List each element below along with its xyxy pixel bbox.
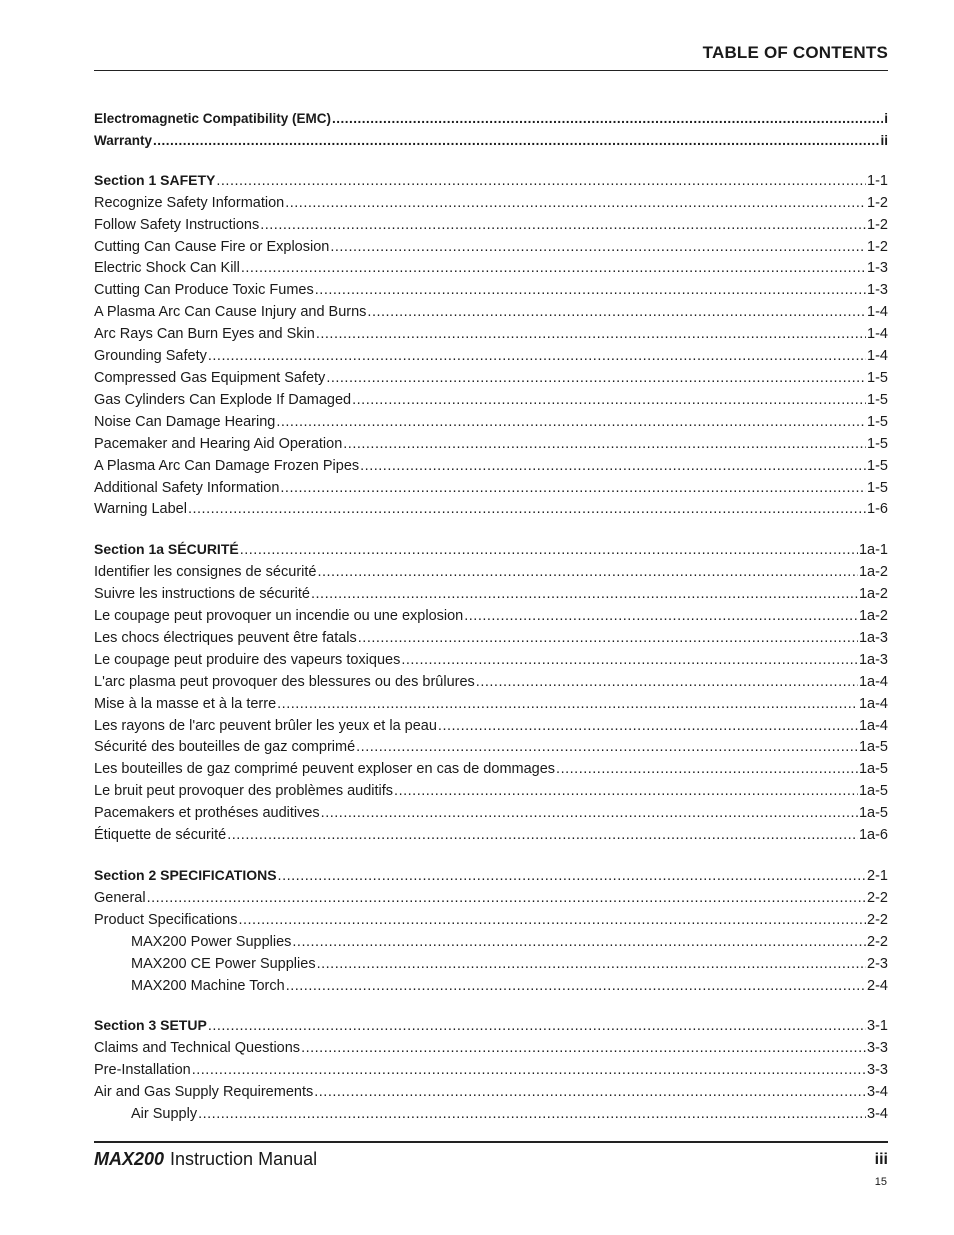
footer-brand: MAX200 bbox=[94, 1149, 165, 1169]
toc-entry-title: Gas Cylinders Can Explode If Damaged bbox=[94, 391, 352, 408]
dot-leader bbox=[277, 694, 858, 716]
toc-entry[interactable] bbox=[94, 562, 888, 584]
toc-entry-title: A Plasma Arc Can Cause Injury and Burns bbox=[94, 304, 367, 321]
toc-entry-title: Les chocs électriques peuvent être fatals bbox=[94, 629, 357, 646]
toc-entry[interactable] bbox=[94, 1082, 888, 1104]
dot-leader bbox=[198, 1104, 866, 1126]
dot-leader bbox=[147, 888, 866, 910]
dot-leader bbox=[260, 215, 866, 237]
toc-entry-title: Suivre les instructions de sécurité bbox=[94, 586, 310, 603]
section-spacer bbox=[94, 997, 888, 1015]
toc-entry-title: Identifier les consignes de sécurité bbox=[94, 564, 317, 581]
toc-sections bbox=[94, 152, 888, 1126]
toc-entry-page: 1-4 bbox=[867, 348, 888, 365]
toc-entry-page: 3-4 bbox=[867, 1106, 888, 1123]
toc-entry-title: MAX200 Machine Torch bbox=[131, 977, 285, 994]
toc-entry[interactable] bbox=[94, 346, 888, 368]
toc-entry-page: 1a-2 bbox=[858, 564, 888, 581]
toc-entry-page: 1-5 bbox=[867, 457, 888, 474]
toc-entry-page: 1-2 bbox=[867, 194, 888, 211]
toc-entry-title: Product Specifications bbox=[94, 911, 238, 928]
dot-leader bbox=[192, 1060, 866, 1082]
dot-leader bbox=[301, 1038, 866, 1060]
toc-entry-page: 1-2 bbox=[867, 238, 888, 255]
toc-entry[interactable] bbox=[94, 976, 888, 998]
toc-entry-page: 2-4 bbox=[867, 977, 888, 994]
dot-leader bbox=[332, 108, 883, 130]
toc-entry-page: 1a-4 bbox=[858, 673, 888, 690]
toc-entry[interactable] bbox=[94, 434, 888, 456]
toc-entry-title: Cutting Can Produce Toxic Fumes bbox=[94, 282, 314, 299]
footer-manual-title bbox=[94, 1149, 317, 1170]
toc-entry-page: 1a-4 bbox=[858, 717, 888, 734]
toc-entry-page: 1-1 bbox=[867, 172, 888, 189]
toc-entry-page: 1-5 bbox=[867, 435, 888, 452]
toc-entry-page: 1-4 bbox=[867, 304, 888, 321]
toc-entry[interactable] bbox=[94, 716, 888, 738]
toc-entry-title: Grounding Safety bbox=[94, 348, 207, 365]
dot-leader bbox=[315, 280, 866, 302]
dot-leader bbox=[358, 628, 858, 650]
toc-entry-title: Electric Shock Can Kill bbox=[94, 260, 240, 277]
toc-entry-title: Les bouteilles de gaz comprimé peuvent exploser en cas de dommages bbox=[94, 761, 556, 778]
toc-section-heading[interactable] bbox=[94, 1015, 888, 1038]
dot-leader bbox=[476, 672, 858, 694]
toc-entry[interactable] bbox=[94, 584, 888, 606]
dot-leader bbox=[240, 540, 858, 562]
toc-entry-title: Compressed Gas Equipment Safety bbox=[94, 369, 326, 386]
toc-entry-title: Recognize Safety Information bbox=[94, 194, 285, 211]
toc-entry-page: 2-3 bbox=[867, 955, 888, 972]
dot-leader bbox=[238, 910, 866, 932]
toc-entry-page: 1-3 bbox=[867, 260, 888, 277]
section-spacer bbox=[94, 521, 888, 539]
toc-entry-page: 3-3 bbox=[867, 1062, 888, 1079]
dot-leader bbox=[438, 716, 858, 738]
toc-entry-title: General bbox=[94, 889, 146, 906]
toc-entry-title: Pre-Installation bbox=[94, 1062, 191, 1079]
section-spacer bbox=[94, 847, 888, 865]
toc-entry[interactable] bbox=[94, 130, 888, 152]
toc-entry-page: 1a-4 bbox=[858, 695, 888, 712]
toc-entry[interactable] bbox=[94, 499, 888, 521]
dot-leader bbox=[352, 390, 866, 412]
toc-entry-page: 3-3 bbox=[867, 1040, 888, 1057]
toc-entry[interactable] bbox=[94, 1104, 888, 1126]
toc-entry[interactable] bbox=[94, 672, 888, 694]
toc-entry[interactable] bbox=[94, 954, 888, 976]
toc-entry-page: 3-1 bbox=[867, 1018, 888, 1035]
toc-entry-page: 2-2 bbox=[867, 911, 888, 928]
toc-entry[interactable] bbox=[94, 412, 888, 434]
toc-entry[interactable] bbox=[94, 737, 888, 759]
toc-entry[interactable] bbox=[94, 324, 888, 346]
footer-manual-label: Instruction Manual bbox=[170, 1149, 318, 1169]
toc-entry-page: 1a-5 bbox=[858, 761, 888, 778]
header-rule bbox=[94, 70, 888, 71]
table-of-contents bbox=[94, 108, 888, 1126]
footer-rule bbox=[94, 1141, 888, 1143]
toc-entry[interactable] bbox=[94, 628, 888, 650]
toc-entry-page: 1a-2 bbox=[858, 608, 888, 625]
toc-entry-page: 1-6 bbox=[867, 501, 888, 518]
toc-entry[interactable] bbox=[94, 888, 888, 910]
toc-entry[interactable] bbox=[94, 368, 888, 390]
toc-entry[interactable] bbox=[94, 759, 888, 781]
toc-entry-title: Le coupage peut produire des vapeurs toxiques bbox=[94, 651, 401, 668]
toc-entry-page: i bbox=[884, 111, 888, 126]
toc-entry-title: Electromagnetic Compatibility (EMC) bbox=[94, 111, 332, 126]
toc-entry-title: Warning Label bbox=[94, 501, 187, 518]
dot-leader bbox=[367, 302, 866, 324]
toc-entry-title: Le bruit peut provoquer des problèmes auditifs bbox=[94, 783, 394, 800]
toc-entry-title: Air Supply bbox=[131, 1106, 198, 1123]
toc-entry-page: 1-5 bbox=[867, 479, 888, 496]
page-title: TABLE OF CONTENTS bbox=[702, 43, 888, 62]
toc-entry-title: Additional Safety Information bbox=[94, 479, 280, 496]
page-number: 15 bbox=[874, 1176, 887, 1188]
toc-entry-title: Noise Can Damage Hearing bbox=[94, 413, 276, 430]
toc-entry-page: 2-2 bbox=[867, 889, 888, 906]
dot-leader bbox=[216, 171, 866, 193]
toc-entry[interactable] bbox=[94, 258, 888, 280]
toc-entry-page: 1a-6 bbox=[858, 827, 888, 844]
toc-entry-page: 1a-3 bbox=[858, 629, 888, 646]
dot-leader bbox=[356, 737, 858, 759]
toc-entry[interactable] bbox=[94, 1038, 888, 1060]
dot-leader bbox=[343, 434, 866, 456]
toc-entry-page: 1a-5 bbox=[858, 739, 888, 756]
dot-leader bbox=[464, 606, 858, 628]
toc-entry-title: Section 2 SPECIFICATIONS bbox=[94, 867, 277, 883]
dot-leader bbox=[401, 650, 858, 672]
toc-entry-title: Cutting Can Cause Fire or Explosion bbox=[94, 238, 330, 255]
toc-entry[interactable] bbox=[94, 237, 888, 259]
dot-leader bbox=[153, 130, 879, 152]
toc-section-heading[interactable] bbox=[94, 170, 888, 193]
dot-leader bbox=[188, 499, 866, 521]
toc-entry-page: 1a-5 bbox=[858, 783, 888, 800]
dot-leader bbox=[311, 584, 858, 606]
toc-entry[interactable] bbox=[94, 193, 888, 215]
toc-entry[interactable] bbox=[94, 803, 888, 825]
dot-leader bbox=[317, 562, 858, 584]
toc-entry-title: Section 1 SAFETY bbox=[94, 171, 216, 188]
toc-entry-title: Arc Rays Can Burn Eyes and Skin bbox=[94, 326, 315, 343]
toc-entry-page: 1-2 bbox=[867, 216, 888, 233]
toc-entry-title: Claims and Technical Questions bbox=[94, 1040, 301, 1057]
dot-leader bbox=[285, 193, 866, 215]
dot-leader bbox=[394, 781, 858, 803]
dot-leader bbox=[314, 1082, 866, 1104]
toc-entry[interactable] bbox=[94, 302, 888, 324]
toc-entry[interactable] bbox=[94, 694, 888, 716]
toc-entry-title: Air and Gas Supply Requirements bbox=[94, 1084, 314, 1101]
section-spacer bbox=[94, 152, 888, 170]
toc-section-heading[interactable] bbox=[94, 865, 888, 888]
toc-entry-title: Les rayons de l'arc peuvent brûler les yeux et la peau bbox=[94, 717, 437, 734]
toc-entry-page: ii bbox=[880, 132, 888, 148]
toc-entry-title: Pacemaker and Hearing Aid Operation bbox=[94, 435, 343, 452]
toc-entry-page: 1a-3 bbox=[858, 651, 888, 668]
toc-entry-page: 2-1 bbox=[867, 868, 888, 884]
dot-leader bbox=[278, 866, 866, 888]
toc-entry-title: Follow Safety Instructions bbox=[94, 216, 260, 233]
dot-leader bbox=[276, 412, 866, 434]
toc-entry-page: 1a-2 bbox=[858, 586, 888, 603]
toc-entry-page: 1-5 bbox=[867, 391, 888, 408]
toc-entry[interactable] bbox=[94, 478, 888, 500]
toc-entry[interactable] bbox=[94, 215, 888, 237]
toc-entry-page: 1a-1 bbox=[858, 542, 888, 559]
dot-leader bbox=[556, 759, 858, 781]
toc-entry-page: 1-3 bbox=[867, 282, 888, 299]
toc-entry-page: 2-2 bbox=[867, 933, 888, 950]
toc-entry[interactable] bbox=[94, 910, 888, 932]
dot-leader bbox=[286, 976, 866, 998]
toc-entry-page: 1-5 bbox=[867, 413, 888, 430]
toc-entry-page: 1-5 bbox=[867, 369, 888, 386]
toc-entry-title: Sécurité des bouteilles de gaz comprimé bbox=[94, 739, 356, 756]
toc-entry-title: Mise à la masse et à la terre bbox=[94, 695, 277, 712]
toc-entry-title: Section 1a SÉCURITÉ bbox=[94, 541, 239, 558]
toc-entry-title: MAX200 Power Supplies bbox=[131, 933, 292, 950]
dot-leader bbox=[241, 258, 866, 280]
dot-leader bbox=[316, 324, 866, 346]
toc-entry[interactable] bbox=[94, 280, 888, 302]
toc-entry-title: A Plasma Arc Can Damage Frozen Pipes bbox=[94, 457, 360, 474]
toc-entry[interactable] bbox=[94, 825, 888, 847]
toc-entry-title: L'arc plasma peut provoquer des blessures ou des brûlures bbox=[94, 673, 475, 690]
dot-leader bbox=[360, 456, 866, 478]
toc-entry-page: 1a-5 bbox=[858, 805, 888, 822]
toc-entry[interactable] bbox=[94, 1060, 888, 1082]
dot-leader bbox=[208, 346, 866, 368]
toc-section-heading[interactable] bbox=[94, 539, 888, 562]
toc-entry-title: Warranty bbox=[94, 132, 153, 148]
toc-entry-title: Pacemakers et prothéses auditives bbox=[94, 805, 320, 822]
toc-entry-page: 1-4 bbox=[867, 326, 888, 343]
footer-page-label: iii bbox=[874, 1151, 888, 1168]
toc-entry[interactable] bbox=[94, 650, 888, 672]
toc-entry[interactable] bbox=[94, 456, 888, 478]
dot-leader bbox=[330, 237, 866, 259]
toc-entry[interactable] bbox=[94, 390, 888, 412]
dot-leader bbox=[280, 478, 866, 500]
dot-leader bbox=[227, 825, 858, 847]
dot-leader bbox=[317, 954, 866, 976]
toc-entry-title: MAX200 CE Power Supplies bbox=[131, 955, 316, 972]
dot-leader bbox=[208, 1016, 866, 1038]
toc-entry-title: Étiquette de sécurité bbox=[94, 827, 227, 844]
toc-entry-title: Le coupage peut provoquer un incendie ou une explosion bbox=[94, 608, 464, 625]
toc-entry[interactable] bbox=[94, 932, 888, 954]
toc-entry[interactable] bbox=[94, 781, 888, 803]
toc-entry[interactable] bbox=[94, 108, 888, 130]
dot-leader bbox=[292, 932, 866, 954]
toc-entry-page: 3-4 bbox=[867, 1084, 888, 1101]
dot-leader bbox=[326, 368, 866, 390]
toc-entry[interactable] bbox=[94, 606, 888, 628]
dot-leader bbox=[321, 803, 858, 825]
toc-entry-title: Section 3 SETUP bbox=[94, 1017, 207, 1034]
